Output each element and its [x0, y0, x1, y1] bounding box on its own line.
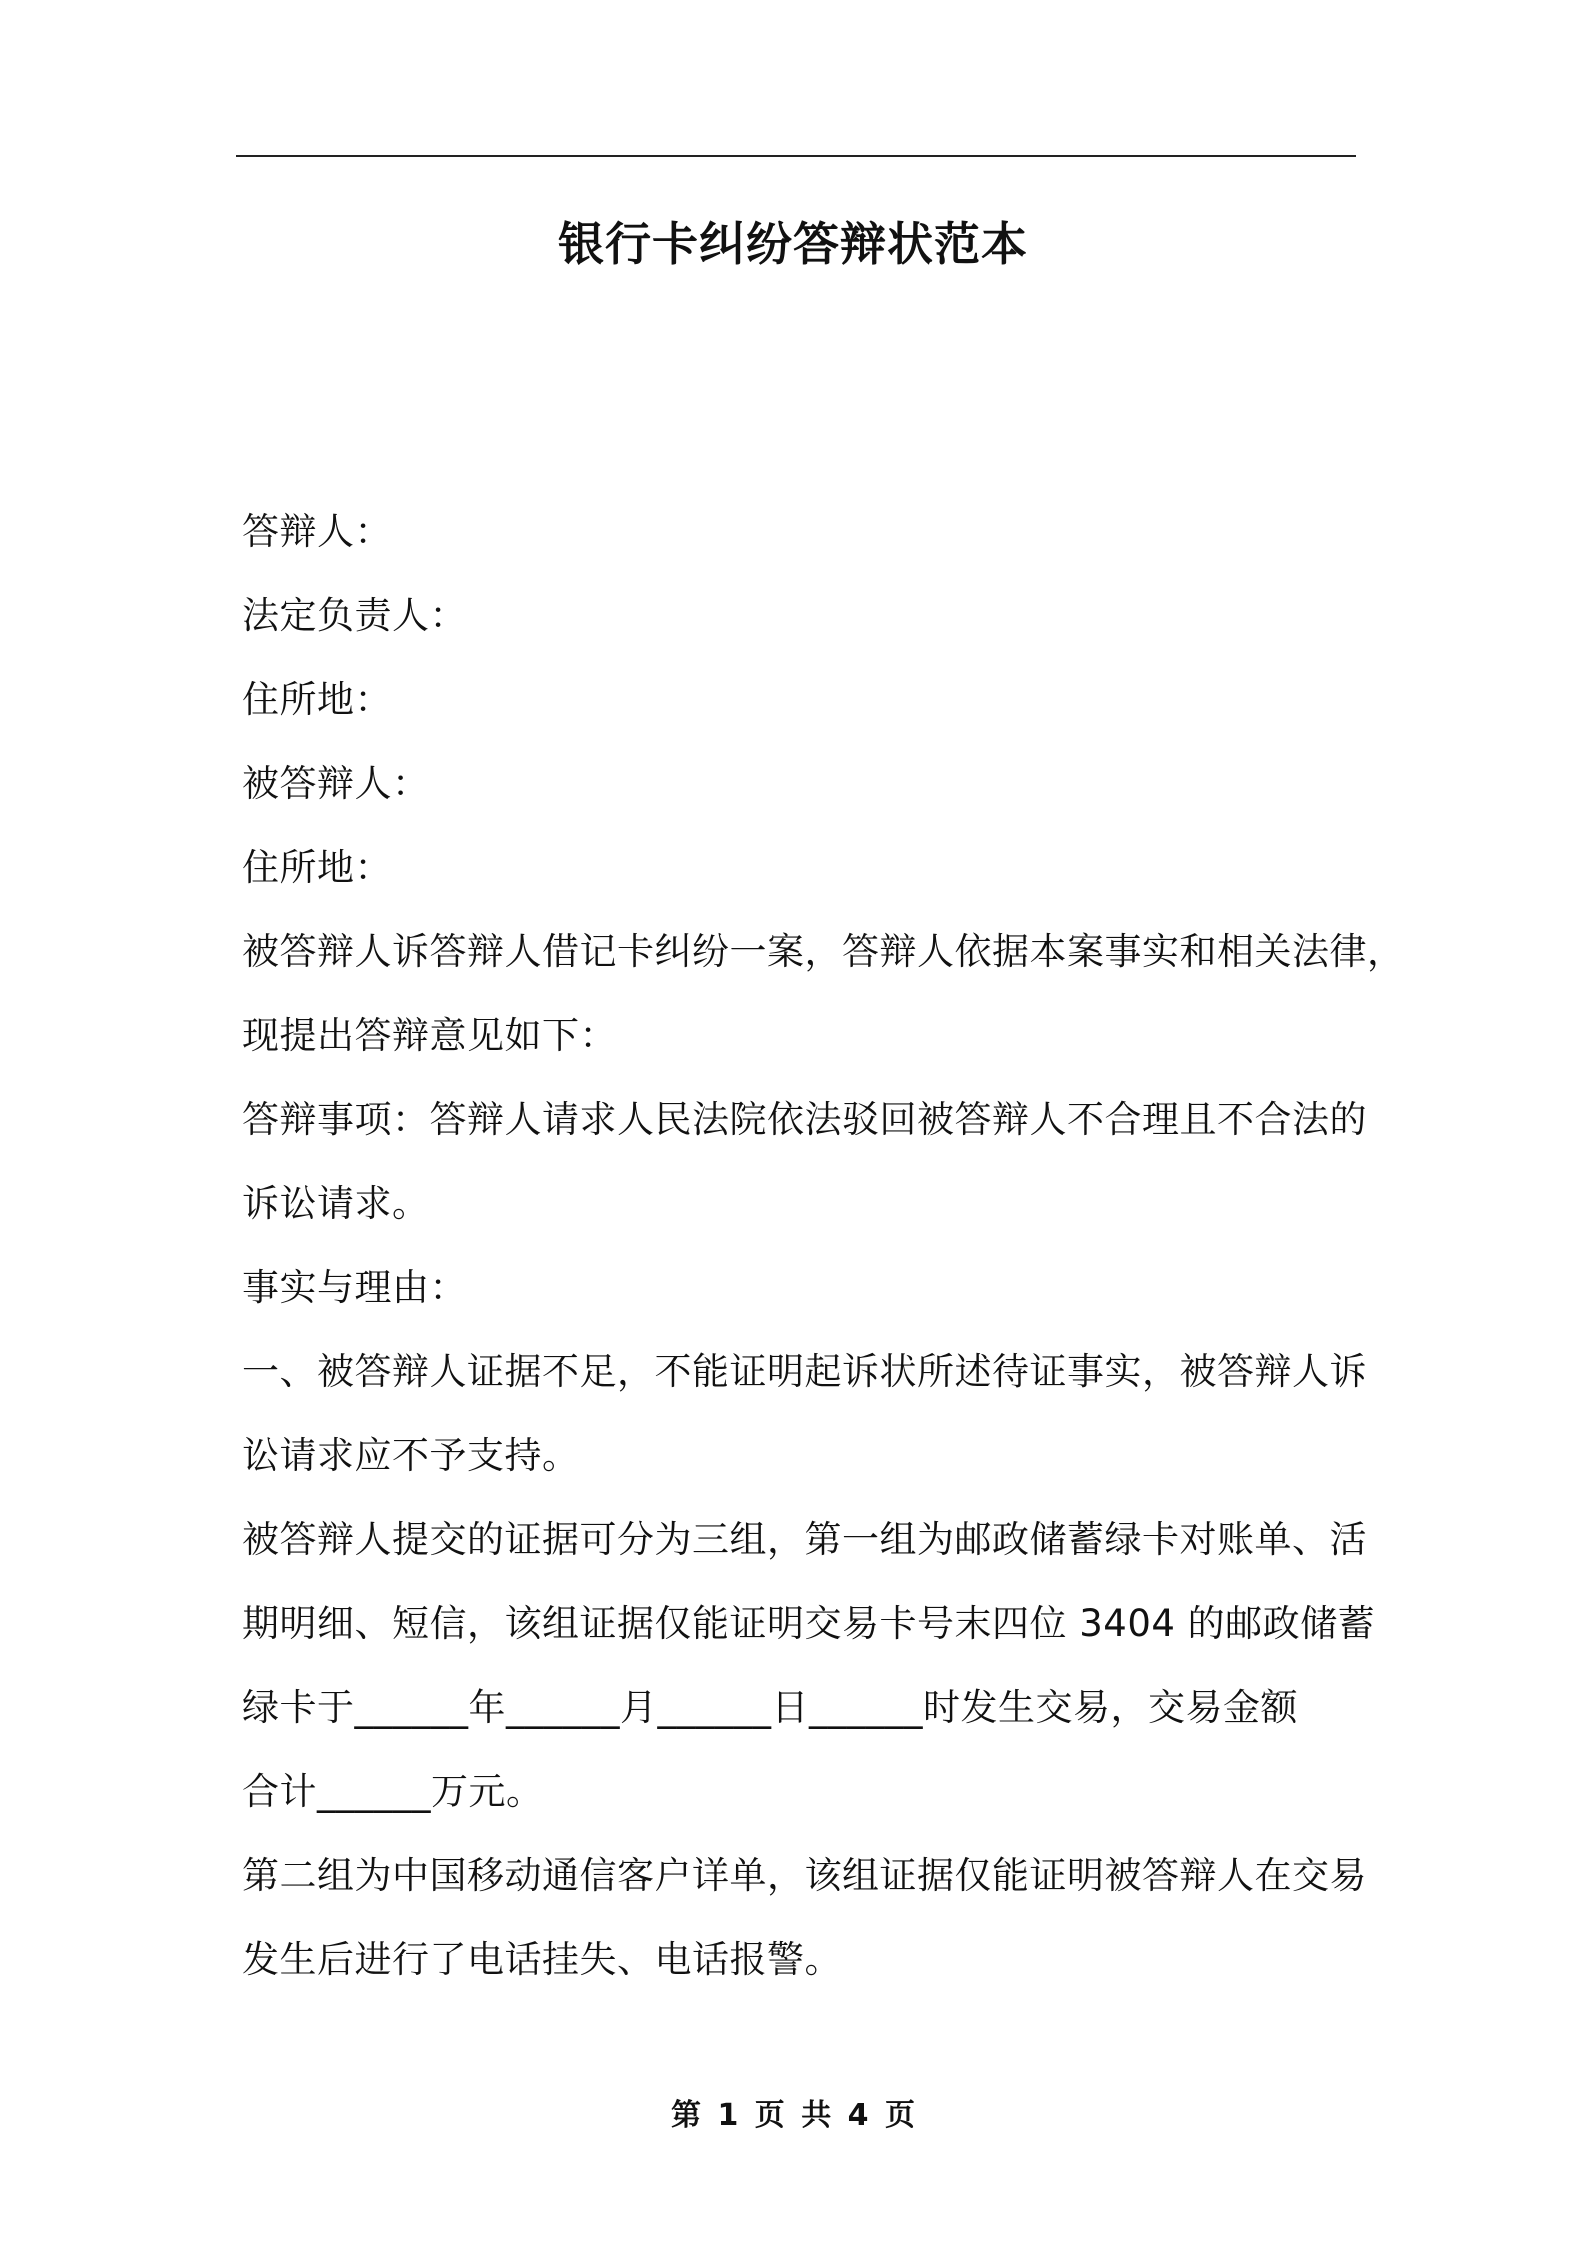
- paragraph-line: 诉讼请求。: [242, 1182, 430, 1225]
- paragraph-line: 第二组为中国移动通信客户详单，该组证据仅能证明被答辩人在交易: [242, 1854, 1367, 1897]
- paragraph-line: 被答辩人诉答辩人借记卡纠纷一案，答辩人依据本案事实和相关法律，: [242, 930, 1405, 973]
- paragraph-line: 一、被答辩人证据不足，不能证明起诉状所述待证事实，被答辩人诉: [242, 1350, 1367, 1393]
- document-title: 银行卡纠纷答辩状范本: [558, 217, 1028, 271]
- paragraph-line: 合计______万元。: [242, 1770, 544, 1813]
- field-respondent: 答辩人：: [242, 510, 392, 553]
- paragraph-line: 答辩事项：答辩人请求人民法院依法驳回被答辩人不合理且不合法的: [242, 1098, 1367, 1141]
- header-rule: [236, 155, 1356, 157]
- field-legal-representative: 法定负责人：: [242, 594, 467, 637]
- page-number: 第 1 页 共 4 页: [671, 2098, 915, 2133]
- field-plaintiff-address: 住所地：: [242, 846, 392, 889]
- section-heading: 事实与理由：: [242, 1266, 467, 1309]
- paragraph-line: 绿卡于______年______月______日______时发生交易，交易金额: [242, 1686, 1298, 1729]
- field-respondent-address: 住所地：: [242, 678, 392, 721]
- paragraph-line: 发生后进行了电话挂失、电话报警。: [242, 1938, 842, 1981]
- paragraph-line: 现提出答辩意见如下：: [242, 1014, 617, 1057]
- document-body: [242, 490, 1405, 2002]
- paragraph-line: 讼请求应不予支持。: [242, 1434, 580, 1477]
- paragraph-line: 被答辩人提交的证据可分为三组，第一组为邮政储蓄绿卡对账单、活: [242, 1518, 1367, 1561]
- paragraph-line: 期明细、短信，该组证据仅能证明交易卡号末四位 3404 的邮政储蓄: [242, 1602, 1376, 1645]
- field-plaintiff: 被答辩人：: [242, 762, 430, 805]
